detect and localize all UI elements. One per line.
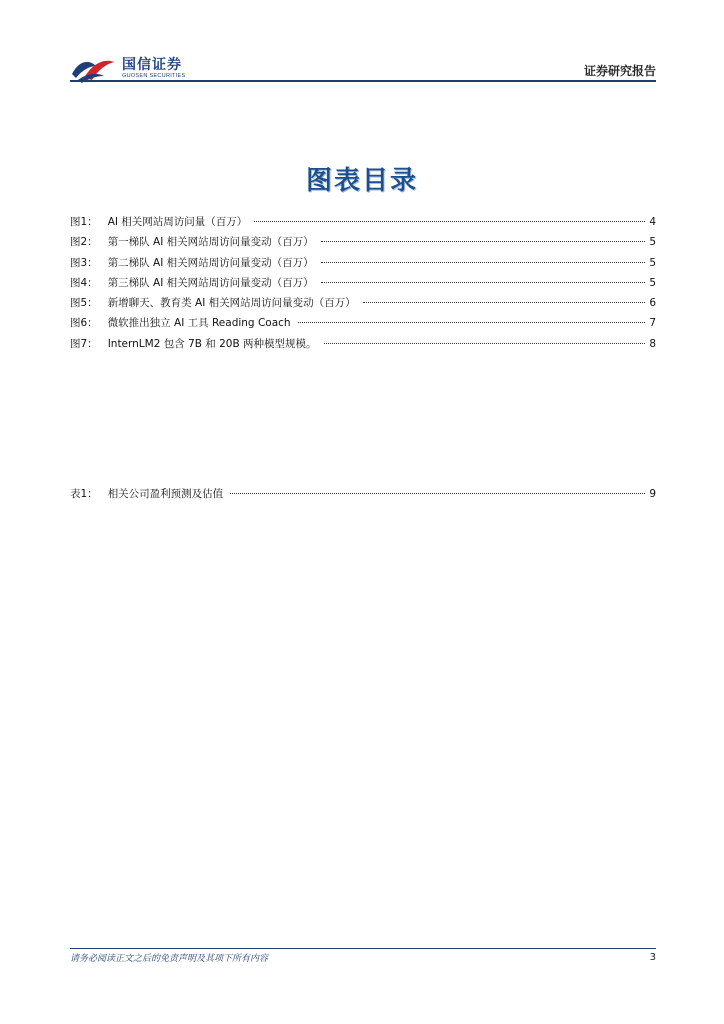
toc-entry-page: 7 [649, 317, 656, 330]
toc-entry-title: 第三梯队 AI 相关网站周访问量变动（百万） [107, 276, 314, 289]
report-type-label: 证券研究报告 [583, 64, 656, 78]
toc-entry-page: 5 [649, 256, 656, 269]
toc-entry-page: 5 [649, 236, 656, 249]
toc-entry-number: 图6： [70, 317, 98, 330]
toc-dot-leader [321, 241, 645, 242]
figure-list [70, 214, 656, 356]
toc-entry-title: InternLM2 包含 7B 和 20B 两种模型规模。 [107, 337, 317, 350]
toc-dot-leader [321, 262, 645, 263]
footer-page-number: 3 [649, 952, 656, 963]
toc-entry-page: 4 [649, 216, 656, 228]
toc-entry-number: 图4： [70, 276, 98, 289]
toc-entry[interactable] [70, 336, 656, 356]
toc-entry[interactable] [70, 214, 656, 234]
toc-dot-leader [230, 493, 645, 494]
toc-dot-leader [254, 221, 645, 222]
toc-entry-title: 微软推出独立 AI 工具 Reading Coach [107, 317, 291, 330]
toc-entry-title: 第一梯队 AI 相关网站周访问量变动（百万） [107, 236, 314, 249]
header-divider [70, 80, 656, 82]
toc-dot-leader [324, 343, 645, 344]
toc-entry[interactable] [70, 315, 656, 335]
toc-entry-title: 第二梯队 AI 相关网站周访问量变动（百万） [107, 256, 314, 269]
toc-dot-leader [321, 282, 645, 283]
page-title: 图表目录 [305, 166, 418, 196]
toc-entry[interactable] [70, 275, 656, 295]
toc-entry-page: 9 [649, 488, 656, 500]
toc-entry-number: 图7： [70, 337, 98, 350]
toc-dot-leader [298, 322, 645, 323]
toc-entry-number: 表1： [70, 488, 98, 500]
footer-disclaimer: 请务必阅读正文之后的免责声明及其项下所有内容 [70, 954, 269, 964]
table-list [70, 486, 656, 506]
toc-entry-page: 5 [649, 276, 656, 289]
toc-entry-number: 图3： [70, 256, 98, 269]
toc-entry-title: 相关公司盈利预测及估值 [107, 488, 224, 500]
toc-entry[interactable] [70, 295, 656, 315]
toc-entry[interactable] [70, 486, 656, 506]
footer-divider [70, 948, 656, 949]
toc-dot-leader [363, 302, 645, 303]
logo-english-name: GUOSEN SECURITIES [122, 73, 186, 79]
logo-company-name: 国信证券 [122, 57, 182, 73]
toc-entry-title: 新增聊天、教育类 AI 相关网站周访问量变动（百万） [107, 297, 356, 310]
toc-entry-number: 图5： [70, 297, 98, 310]
toc-entry-page: 8 [649, 337, 656, 350]
toc-entry-number: 图1： [70, 216, 98, 228]
toc-entry-page: 6 [649, 297, 656, 310]
toc-entry[interactable] [70, 234, 656, 254]
toc-entry[interactable] [70, 255, 656, 275]
toc-entry-title: AI 相关网站周访问量（百万） [107, 216, 248, 228]
toc-entry-number: 图2： [70, 236, 98, 249]
